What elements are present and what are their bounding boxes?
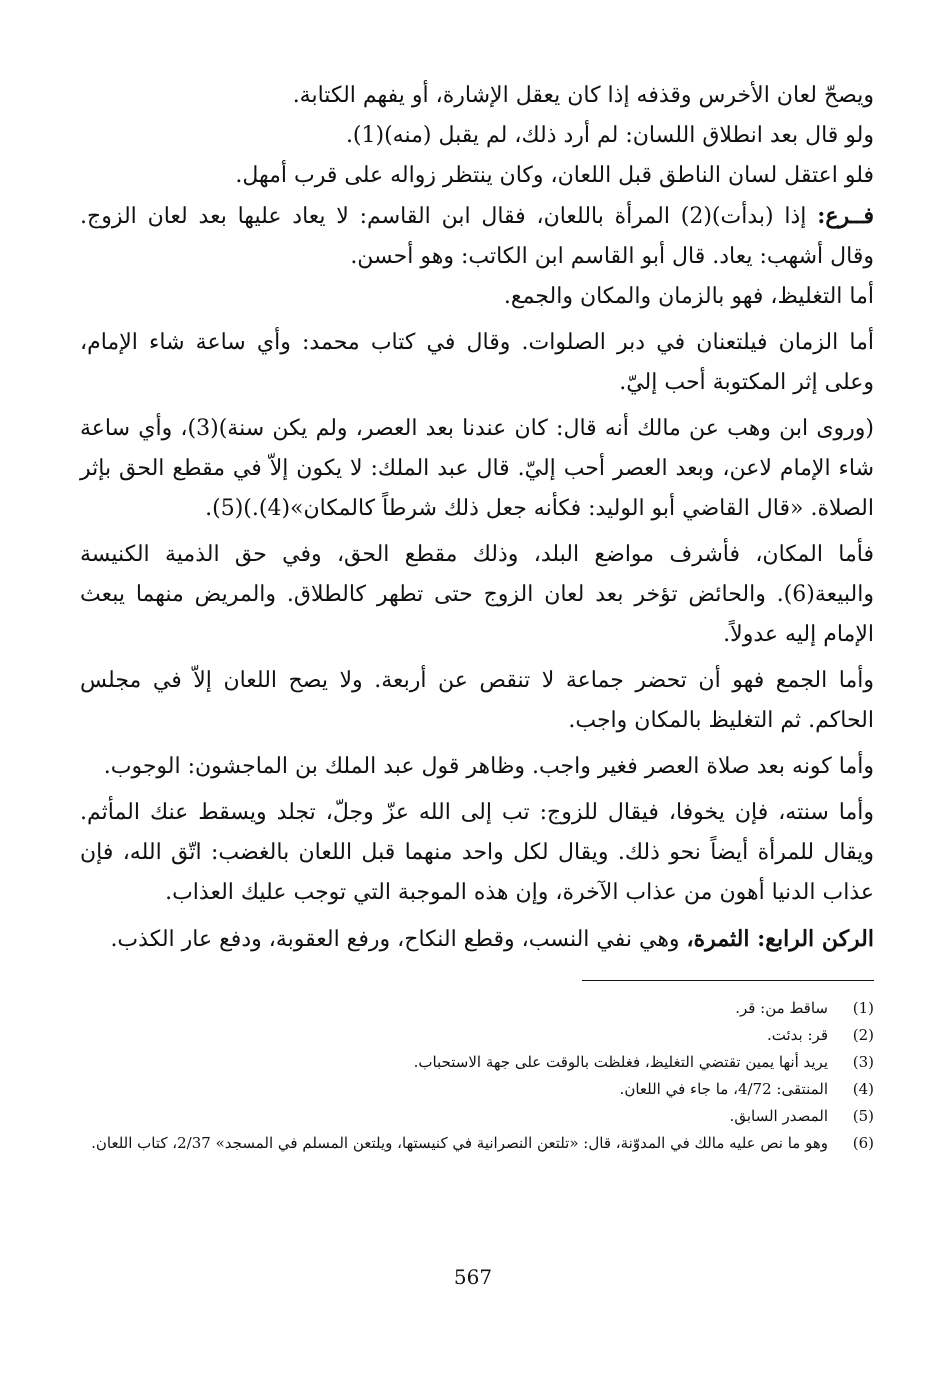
- page-number: 567: [453, 1265, 493, 1289]
- footnote-text: قر: بدئت.: [767, 1026, 828, 1044]
- footnote-text: وهو ما نص عليه مالك في المدوّنة، قال: «تلتعن النصرانية في كنيستها، ويلتعن المسلم في المسجد» 2/37، كتاب اللعان.: [91, 1134, 828, 1152]
- footnote-number: (2): [852, 1026, 874, 1044]
- paragraph-2: ولو قال بعد انطلاق اللسان: لم أرد ذلك، لم يقبل (منه)(1).: [345, 123, 874, 148]
- paragraph-5: أما التغليظ، فهو بالزمان والمكان والجمع.: [503, 284, 874, 309]
- paragraph-12: [80, 919, 874, 960]
- paragraph-4-text: إذا (بدأت)(2) المرأة باللعان، فقال ابن القاسم: لا يعاد عليها بعد لعان الزوج. وقال أشهب: يعاد. قال أبو القاسم ابن الكاتب: وهو أحسن.: [80, 204, 874, 269]
- footnote: [80, 1103, 874, 1130]
- footnote: [80, 1022, 874, 1049]
- footnote-number: (6): [852, 1134, 874, 1152]
- main-text: [80, 76, 874, 960]
- footnotes: [80, 995, 874, 1157]
- paragraph-10: وأما كونه بعد صلاة العصر فغير واجب. وظاهر قول عبد الملك بن الماجشون: الوجوب.: [103, 754, 874, 779]
- paragraph-9: وأما الجمع فهو أن تحضر جماعة لا تنقص عن أربعة. ولا يصح اللعان إلاّ في مجلس الحاكم. ثم التغليظ بالمكان واجب.: [80, 668, 874, 733]
- paragraph-11: وأما سنته، فإن يخوفا، فيقال للزوج: تب إلى الله عزّ وجلّ، تجلد ويسقط عنك المأثم. ويقال للمرأة أيضاً نحو ذلك. ويقال لكل واحد منهما قبل اللعان بالغضب: اتّق الله، فإن عذاب الدنيا أهون من عذاب الآخرة، وإن هذه الموجبة التي توجب عليك العذاب.: [80, 800, 874, 905]
- paragraph-3: فلو اعتقل لسان الناطق قبل اللعان، وكان ينتظر زواله على قرب أمهل.: [235, 163, 874, 188]
- paragraph-8: فأما المكان، فأشرف مواضع البلد، وذلك مقطع الحق، وفي حق الذمية الكنيسة والبيعة(6). والحائض تؤخر بعد لعان الزوج حتى تطهر كالطلاق. والمريض منهما يبعث الإمام إليه عدولاً.: [80, 542, 874, 647]
- footnote-number: (1): [852, 999, 874, 1017]
- footnote-number: (5): [852, 1107, 874, 1125]
- footnote: [80, 1130, 874, 1157]
- footnote-divider: [582, 980, 874, 981]
- footnote-text: المصدر السابق.: [729, 1107, 828, 1125]
- footnote: [80, 1076, 874, 1103]
- paragraph-4: [80, 196, 874, 277]
- footnote-text: يريد أنها يمين تقتضي التغليظ، فغلظت بالوقت على جهة الاستحباب.: [413, 1053, 828, 1071]
- paragraph-12-text: وهي نفي النسب، وقطع النكاح، ورفع العقوبة، ودفع عار الكذب.: [110, 927, 687, 952]
- paragraph-1: ويصحّ لعان الأخرس وقذفه إذا كان يعقل الإشارة، أو يفهم الكتابة.: [292, 83, 874, 108]
- footnote-text: ساقط من: قر.: [735, 999, 828, 1017]
- footnote: [80, 1049, 874, 1076]
- section-heading: الركن الرابع: الثمرة،: [686, 926, 874, 952]
- paragraph-7: (وروى ابن وهب عن مالك أنه قال: كان عندنا بعد العصر، ولم يكن سنة)(3)، وأي ساعة شاء الإمام لاعن، وبعد العصر أحب إليّ. قال عبد الملك: لا يكون إلاّ في مقطع الحق بإثر الصلاة. «قال القاضي أبو الوليد: فكأنه جعل ذلك شرطاً كالمكان»(4).)(5).: [80, 416, 874, 521]
- paragraph-6: أما الزمان فيلتعنان في دبر الصلوات. وقال في كتاب محمد: وأي ساعة شاء الإمام، وعلى إثر المكتوبة أحب إليّ.: [80, 330, 874, 395]
- section-lead: فــرع:: [817, 203, 874, 229]
- footnote-number: (3): [852, 1053, 874, 1071]
- footnote: [80, 995, 874, 1022]
- footnote-number: (4): [852, 1080, 874, 1098]
- footnote-text: المنتقى: 4/72، ما جاء في اللعان.: [619, 1080, 828, 1098]
